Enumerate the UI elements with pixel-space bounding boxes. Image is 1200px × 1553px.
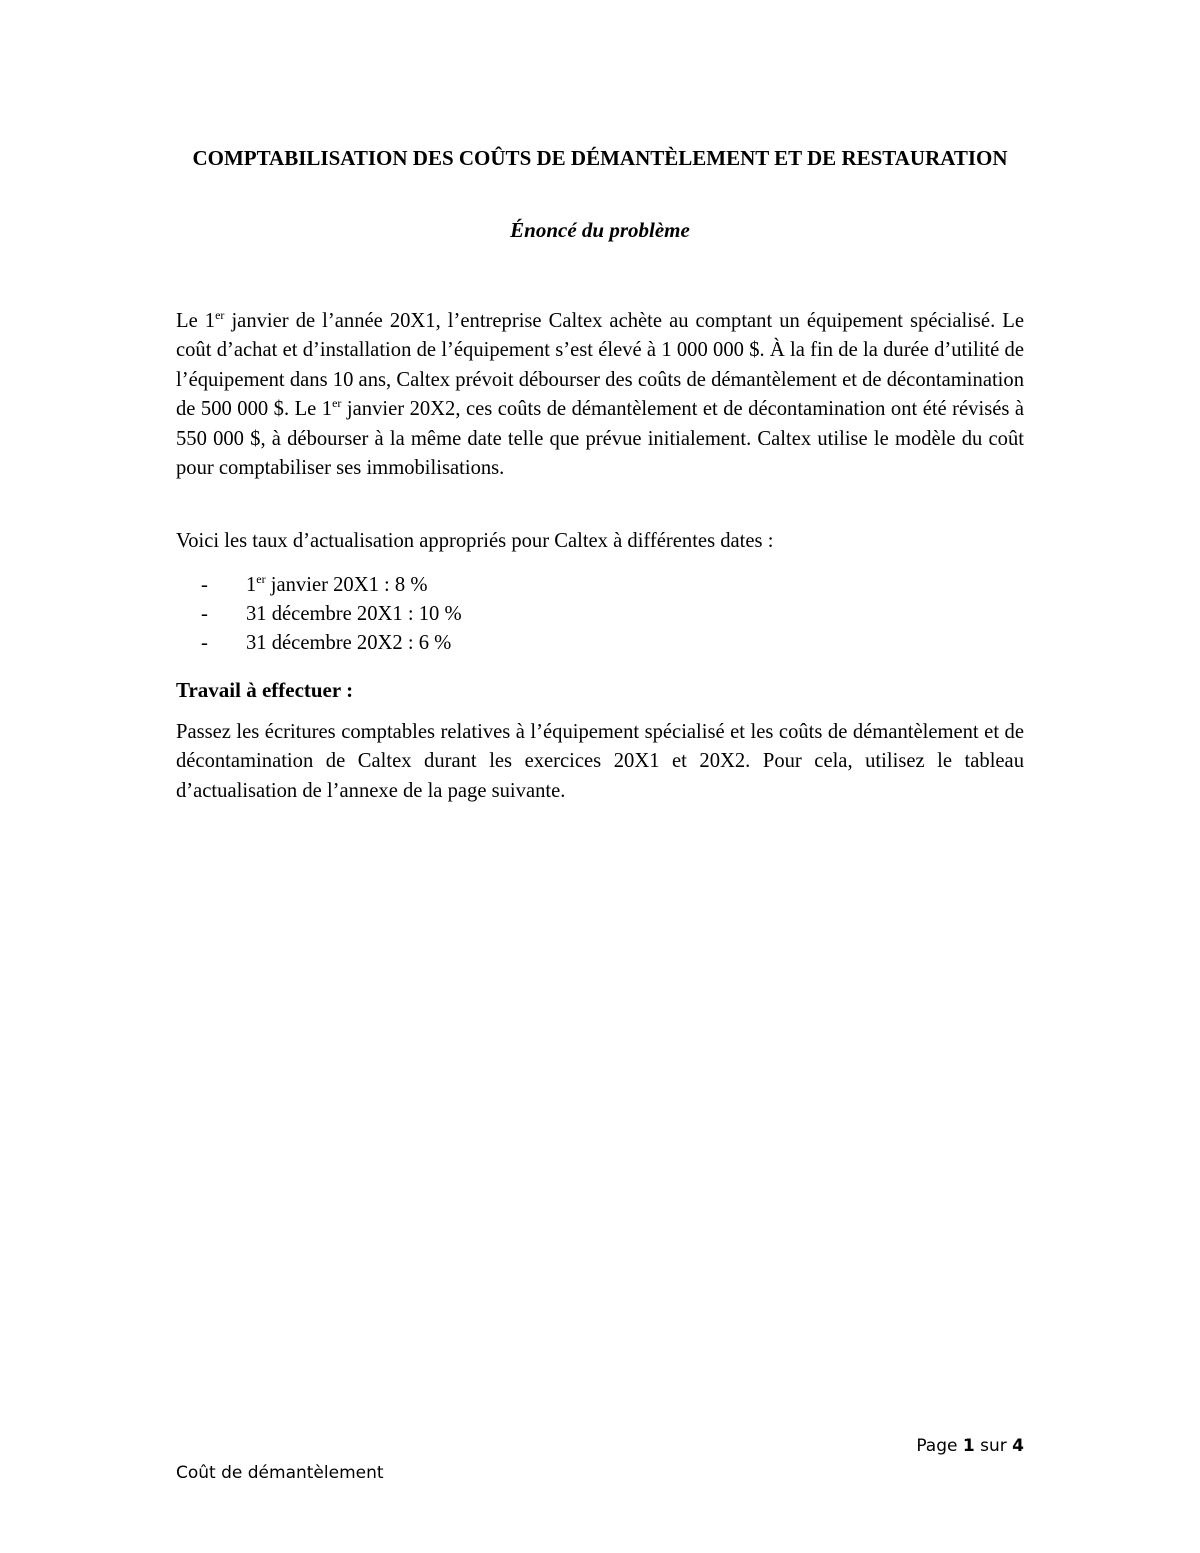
list-item-text: janvier 20X1 : 8 % bbox=[265, 574, 428, 596]
page-of: sur bbox=[980, 1436, 1007, 1456]
document-title: COMPTABILISATION DES COÛTS DE DÉMANTÈLEMENT ET DE RESTAURATION bbox=[192, 146, 1008, 170]
list-dash: - bbox=[201, 603, 208, 625]
page-label: Page bbox=[916, 1436, 958, 1456]
work-heading: Travail à effectuer : bbox=[176, 678, 354, 702]
problem-paragraph bbox=[176, 307, 1024, 483]
page-number bbox=[916, 1434, 1024, 1458]
ordinal-superscript: er bbox=[256, 572, 266, 586]
paragraph-text: janvier 20X2, ces coûts de démantèlement et de décontamination ont été révisés à 550 000 $, à débourser à la même date telle que prévue initialement. Caltex utilise le modèle du coût pour comptabiliser ses immobilisations. bbox=[176, 398, 1024, 480]
list-item-text: 31 décembre 20X1 : 10 % bbox=[246, 603, 462, 625]
page-current: 1 bbox=[962, 1436, 975, 1456]
work-paragraph: Passez les écritures comptables relatives à l’équipement spécialisé et les coûts de démantèlement et de décontamination de Caltex durant les exercices 20X1 et 20X2. Pour cela, utilisez le tableau d’actualisation de l’annexe de la page suivante. bbox=[176, 721, 1024, 802]
list-dash: - bbox=[201, 574, 208, 596]
footer-document-name: Coût de démantèlement bbox=[176, 1463, 384, 1483]
list-item bbox=[176, 629, 1024, 658]
list-item-text: 31 décembre 20X2 : 6 % bbox=[246, 632, 452, 654]
list-item bbox=[176, 600, 1024, 629]
list-item-text: 1 bbox=[246, 574, 257, 596]
list-dash: - bbox=[201, 632, 208, 654]
rates-intro-paragraph: Voici les taux d’actualisation appropriés pour Caltex à différentes dates : bbox=[176, 530, 774, 552]
list-item bbox=[176, 571, 1024, 600]
discount-rates-list bbox=[176, 571, 1024, 658]
ordinal-superscript: er bbox=[215, 308, 225, 322]
paragraph-text: Le 1 bbox=[176, 310, 216, 332]
document-subtitle: Énoncé du problème bbox=[510, 218, 690, 242]
ordinal-superscript: er bbox=[332, 396, 342, 411]
page-total: 4 bbox=[1012, 1436, 1024, 1456]
paragraph-text: janvier de l’année 20X1, l’entreprise Caltex achète au comptant un équipement spécialisé. Le coût d’achat et d’installation de l’équipement s’est élevé à 1 000 000 $. À la fin de la durée d’utilité de l’équipement dans 10 ans, Caltex prévoit débourser des coûts de démantèlement et de décontamination de 500 000 $. Le 1 bbox=[176, 310, 1024, 421]
